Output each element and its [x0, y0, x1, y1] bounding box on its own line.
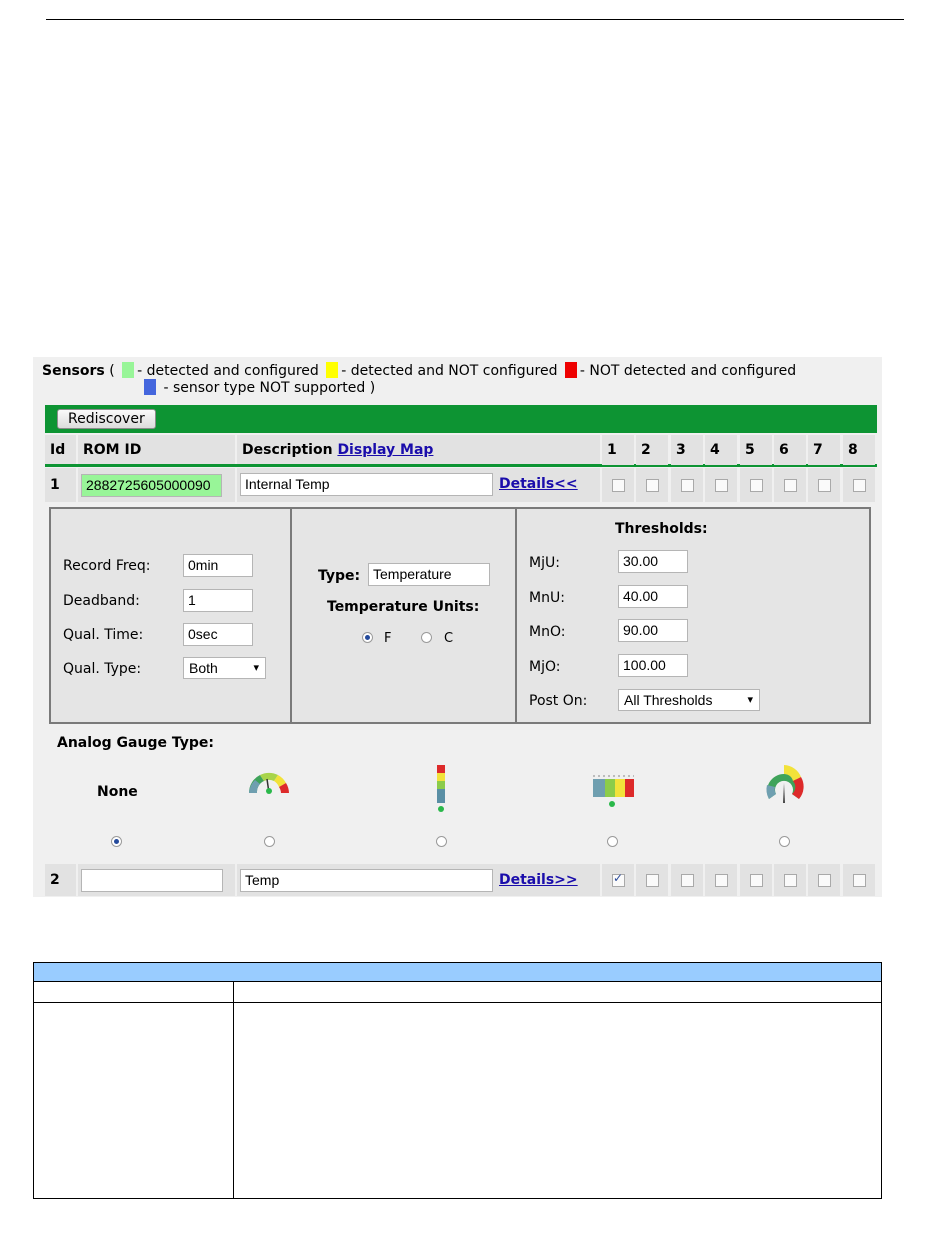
- unit-c-radio[interactable]: [421, 632, 432, 643]
- row1-rom-cell: [78, 468, 235, 502]
- col-header-description: [237, 435, 600, 465]
- row1-id: 1: [45, 468, 76, 502]
- row2-rom-id-input[interactable]: [81, 869, 223, 892]
- col-header-channel-5: 5: [740, 435, 772, 465]
- row1-rom-id-input[interactable]: 2882725605000090: [81, 474, 222, 497]
- row2-channel-5-checkbox[interactable]: [750, 874, 763, 887]
- sensor-legend-line2: [141, 379, 375, 396]
- legend-blue-text: - sensor type NOT supported: [163, 380, 366, 396]
- row2-channel-6-cell: [774, 864, 806, 896]
- mjo-input[interactable]: 100.00: [618, 654, 688, 677]
- qual-time-input[interactable]: 0sec: [183, 623, 253, 646]
- vertical-bar-gauge-icon: [434, 765, 448, 813]
- row1-channel-5-checkbox[interactable]: [750, 479, 763, 492]
- sensor-details-panel: [49, 507, 871, 724]
- legend-green-text: - detected and configured: [137, 363, 319, 379]
- mnu-input[interactable]: 40.00: [618, 585, 688, 608]
- row2-channel-3-cell: [671, 864, 703, 896]
- red-swatch: [565, 362, 577, 378]
- row1-description-cell: [237, 468, 600, 502]
- record-freq-label: Record Freq:: [63, 558, 151, 574]
- description-header-label: Description: [242, 442, 333, 458]
- type-settings: [292, 509, 517, 722]
- row2-channel-1-cell: [602, 864, 634, 896]
- qual-type-select[interactable]: Both ▾: [183, 657, 266, 679]
- row2-rom-cell: [78, 864, 235, 896]
- mnu-label: MnU:: [529, 590, 565, 606]
- col-header-channel-8: 8: [843, 435, 875, 465]
- row2-channel-4-checkbox[interactable]: [715, 874, 728, 887]
- row1-channel-2-checkbox[interactable]: [646, 479, 659, 492]
- row1-channel-4-checkbox[interactable]: [715, 479, 728, 492]
- temperature-units-label: Temperature Units:: [327, 599, 480, 615]
- analog-gauge-title: Analog Gauge Type:: [57, 735, 214, 751]
- sensors-title: Sensors: [42, 363, 105, 379]
- unit-f-label: F: [384, 631, 392, 646]
- record-freq-input[interactable]: 0min: [183, 554, 253, 577]
- yellow-swatch: [326, 362, 338, 378]
- row2-channel-5-cell: [740, 864, 772, 896]
- row1-channel-8-checkbox[interactable]: [853, 479, 866, 492]
- mno-input[interactable]: 90.00: [618, 619, 688, 642]
- row2-details-link[interactable]: Details>>: [499, 872, 578, 888]
- blue-swatch: [144, 379, 156, 395]
- col-header-channel-1: 1: [602, 435, 634, 465]
- type-input[interactable]: Temperature: [368, 563, 490, 586]
- row2-description-input[interactable]: Temp: [240, 869, 493, 892]
- row1-channel-1-checkbox[interactable]: [612, 479, 625, 492]
- rediscover-button[interactable]: Rediscover: [57, 409, 156, 429]
- row1-channel-2-cell: [636, 468, 668, 502]
- document-table-subheader: [34, 982, 881, 1003]
- document-table: [33, 962, 882, 1199]
- qual-time-label: Qual. Time:: [63, 627, 144, 643]
- row1-channel-4-cell: [705, 468, 737, 502]
- row2-channel-7-cell: [808, 864, 840, 896]
- row2-channel-2-cell: [636, 864, 668, 896]
- dial-gauge-icon: [763, 763, 805, 809]
- row1-description-input[interactable]: Internal Temp: [240, 473, 493, 496]
- row2-channel-1-checkbox[interactable]: [612, 874, 625, 887]
- gauge-dial-radio[interactable]: [779, 836, 790, 847]
- gauge-horizontal-bar-radio[interactable]: [607, 836, 618, 847]
- col-header-id: Id: [45, 435, 76, 465]
- row2-channel-8-cell: [843, 864, 875, 896]
- row2-channel-7-checkbox[interactable]: [818, 874, 831, 887]
- row1-channel-1-cell: [602, 468, 634, 502]
- row2-channel-4-cell: [705, 864, 737, 896]
- deadband-label: Deadband:: [63, 593, 140, 609]
- mno-label: MnO:: [529, 624, 566, 640]
- legend-red-text: - NOT detected and configured: [579, 363, 797, 379]
- legend-paren: (: [109, 363, 115, 379]
- page-rule: [46, 19, 904, 20]
- sensors-panel: [33, 357, 882, 897]
- unit-c-label: C: [444, 631, 454, 646]
- row1-channel-6-checkbox[interactable]: [784, 479, 797, 492]
- green-swatch: [122, 362, 134, 378]
- sensor-legend: [42, 362, 796, 379]
- col-header-channel-3: 3: [671, 435, 703, 465]
- row1-channel-6-cell: [774, 468, 806, 502]
- type-label: Type:: [318, 568, 361, 584]
- gauge-semicircle-radio[interactable]: [264, 836, 275, 847]
- qual-type-label: Qual. Type:: [63, 661, 142, 677]
- document-table-divider: [233, 982, 234, 1198]
- row1-channel-3-checkbox[interactable]: [681, 479, 694, 492]
- col-header-channel-6: 6: [774, 435, 806, 465]
- gauge-vertical-bar-radio[interactable]: [436, 836, 447, 847]
- col-header-channel-4: 4: [705, 435, 737, 465]
- gauge-none-label: None: [97, 784, 138, 800]
- thresholds-label: Thresholds:: [615, 521, 708, 537]
- post-on-select[interactable]: All Thresholds ▾: [618, 689, 760, 711]
- semicircle-gauge-icon: [246, 763, 292, 795]
- row1-channel-8-cell: [843, 468, 875, 502]
- col-header-channel-7: 7: [808, 435, 840, 465]
- row1-channel-7-checkbox[interactable]: [818, 479, 831, 492]
- unit-f-radio[interactable]: [362, 632, 373, 643]
- row1-details-link[interactable]: Details<<: [499, 476, 578, 492]
- toolbar: [45, 405, 877, 433]
- mju-input[interactable]: 30.00: [618, 550, 688, 573]
- post-on-label: Post On:: [529, 693, 588, 709]
- col-header-channel-2: 2: [636, 435, 668, 465]
- legend-close-paren: ): [369, 380, 376, 396]
- row2-id: 2: [45, 864, 76, 896]
- row1-channel-7-cell: [808, 468, 840, 502]
- row2-channel-6-checkbox[interactable]: [784, 874, 797, 887]
- col-header-rom-id: ROM ID: [78, 435, 235, 465]
- mju-label: MjU:: [529, 555, 560, 571]
- row1-channel-5-cell: [740, 468, 772, 502]
- row2-channel-3-checkbox[interactable]: [681, 874, 694, 887]
- row2-description-cell: [237, 864, 600, 896]
- legend-yellow-text: - detected and NOT configured: [341, 363, 558, 379]
- row2-channel-2-checkbox[interactable]: [646, 874, 659, 887]
- threshold-settings: [517, 509, 869, 722]
- display-map-link[interactable]: Display Map: [337, 442, 434, 458]
- record-settings: [51, 509, 292, 722]
- row2-channel-8-checkbox[interactable]: [853, 874, 866, 887]
- row1-channel-3-cell: [671, 468, 703, 502]
- deadband-input[interactable]: 1: [183, 589, 253, 612]
- gauge-none-radio[interactable]: [111, 836, 122, 847]
- document-table-header: [34, 963, 881, 982]
- mjo-label: MjO:: [529, 659, 561, 675]
- horizontal-bar-gauge-icon: [591, 773, 637, 811]
